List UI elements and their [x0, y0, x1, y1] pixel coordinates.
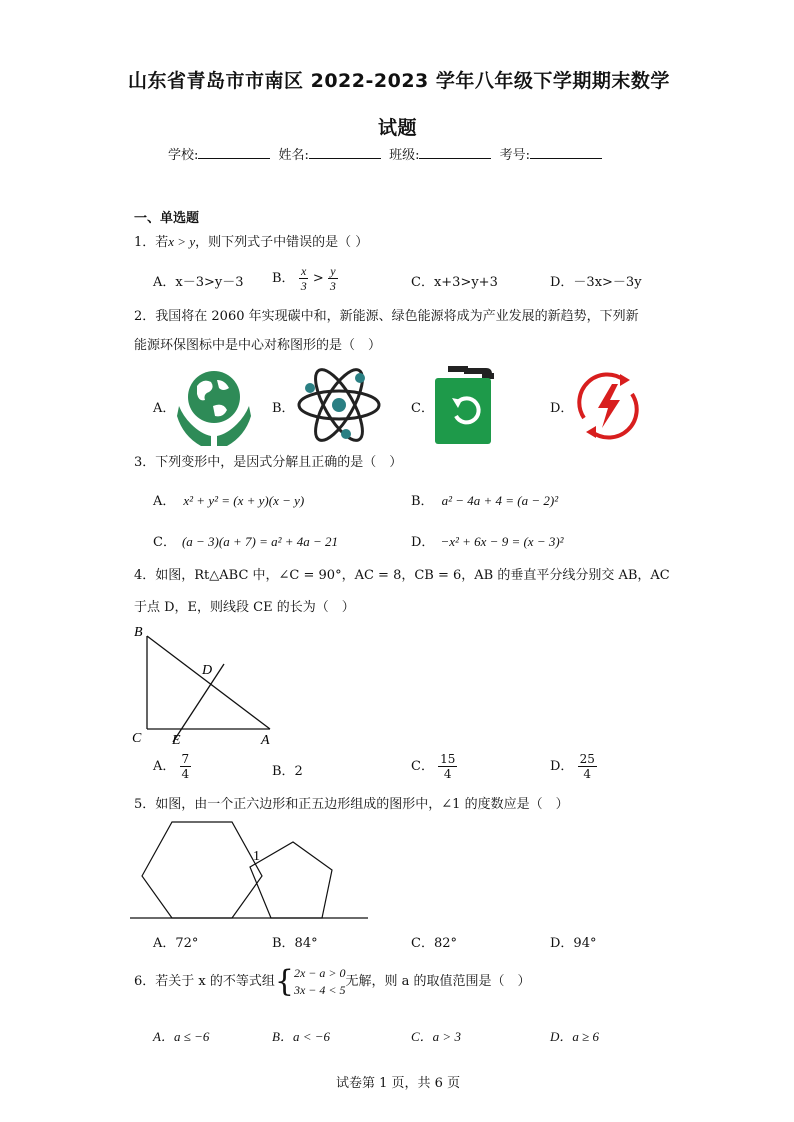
q6-suffix: 无解，则 a 的取值范围是（ ） — [345, 974, 531, 989]
side-ab — [147, 636, 270, 729]
q3-option-b-label: B． — [411, 494, 434, 509]
q5-option-d[interactable]: D．94° — [550, 936, 597, 951]
q1-option-d[interactable]: D．－3x>－3y — [550, 275, 642, 290]
inequality-2: 3x − 4 < 5 — [293, 983, 346, 997]
question-4-line1: 4．如图，Rt△ABC 中，∠C = 90°，AC = 8，CB = 6，AB 的垂直平分线分别交 AB，AC — [134, 568, 670, 583]
regular-hexagon — [142, 822, 262, 918]
question-4-line2: 于点 D，E，则线段 CE 的长为（ ） — [134, 600, 355, 615]
q4-option-a-fraction: $\frac{7}{4}$ — [181, 752, 190, 781]
q4-option-c-fraction: $\frac{15}{4}$ — [440, 752, 456, 781]
question-3-stem: 3．下列变形中，是因式分解且正确的是（ ） — [134, 455, 403, 470]
q6-option-a[interactable]: A．a ≤ −6 — [153, 1029, 210, 1044]
q5-option-b[interactable]: B．84° — [272, 936, 318, 951]
q1-b-gt: > — [312, 271, 324, 286]
q3-option-a-expr: x² + y² = (x + y)(x − y) — [183, 493, 305, 508]
recycle-globe-hands-icon — [175, 366, 253, 446]
label-a: A — [261, 733, 270, 748]
exam-number-label: 考号: — [499, 148, 530, 163]
green-fuel-can-icon — [434, 364, 496, 446]
q6-option-b[interactable]: B．a < −6 — [272, 1029, 330, 1044]
atom-icon — [296, 362, 382, 448]
q2-option-d-label[interactable]: D． — [550, 401, 574, 416]
exam-number-blank[interactable] — [530, 146, 602, 159]
q6-prefix: 6．若关于 x 的不等式组 — [134, 974, 275, 989]
regular-pentagon — [250, 842, 332, 918]
q1-option-b-label: B． — [272, 271, 295, 286]
page-footer: 试卷第 1 页，共 6 页 — [336, 1076, 461, 1091]
q3-option-d-label: D． — [411, 535, 435, 550]
q3-option-a-label: A． — [153, 494, 176, 509]
question-2-line2: 能源环保图标中是中心对称图形的是（ ） — [134, 338, 382, 353]
q4-option-d-label: D． — [550, 759, 574, 774]
q4-option-d-fraction: $\frac{25}{4}$ — [579, 752, 595, 781]
class-label: 班级: — [389, 148, 420, 163]
hexagon-pentagon-figure — [130, 818, 372, 924]
q3-option-d[interactable] — [411, 531, 564, 550]
q1-condition: x > y — [168, 234, 196, 249]
q3-option-c-label: C． — [153, 535, 176, 550]
lightning-refresh-icon — [572, 370, 644, 442]
class-blank[interactable] — [419, 146, 491, 159]
inequality-1: 2x − a > 0 — [293, 966, 346, 980]
q4-option-b[interactable]: B．2 — [272, 764, 303, 779]
name-label: 姓名: — [278, 148, 309, 163]
triangle-abc-figure — [130, 624, 280, 750]
angle-1-label: 1 — [253, 849, 260, 864]
q3-option-b-expr: a² − 4a + 4 = (a − 2)² — [441, 493, 559, 508]
q5-option-c[interactable]: C．82° — [411, 936, 457, 951]
q1-option-c[interactable]: C．x+3>y+3 — [411, 275, 498, 290]
school-label: 学校: — [168, 148, 199, 163]
student-info-fields — [168, 146, 606, 165]
q3-option-d-expr: −x² + 6x − 9 = (x − 3)² — [440, 534, 564, 549]
question-5-stem: 5．如图，由一个正六边形和正五边形组成的图形中，∠1 的度数应是（ ） — [134, 797, 569, 812]
question-2-line1: 2．我国将在 2060 年实现碳中和，新能源、绿色能源将成为产业发展的新趋势，下列新 — [134, 309, 639, 324]
q6-option-d[interactable]: D．a ≥ 6 — [550, 1029, 600, 1044]
q4-option-c[interactable] — [411, 752, 457, 781]
q4-option-a-label: A． — [153, 759, 176, 774]
q3-option-a[interactable] — [153, 490, 304, 509]
q1-b-fraction-1: $\frac{x}{3}$ — [300, 264, 307, 293]
page-title-line2: 试题 — [378, 117, 418, 139]
q6-option-c[interactable]: C．a > 3 — [411, 1029, 461, 1044]
q5-option-a[interactable]: A．72° — [153, 936, 199, 951]
name-blank[interactable] — [309, 146, 381, 159]
q2-option-a-label[interactable]: A． — [153, 401, 176, 416]
page-title-line1: 山东省青岛市市南区 2022-2023 学年八年级下学期期末数学 — [128, 70, 670, 92]
inequality-system — [294, 965, 346, 999]
q3-option-c-expr: (a − 3)(a + 7) = a² + 4a − 21 — [181, 534, 339, 549]
label-c: C — [132, 731, 142, 746]
q1-option-a[interactable]: A．x－3>y－3 — [153, 275, 244, 290]
q4-option-c-label: C． — [411, 759, 434, 774]
q4-option-a[interactable] — [153, 752, 191, 781]
question-6-stem — [134, 965, 531, 999]
system-brace: { — [274, 964, 294, 999]
q1-number: 1．若 — [134, 235, 169, 250]
q3-option-c[interactable] — [153, 531, 338, 550]
q2-option-b-label[interactable]: B． — [272, 401, 295, 416]
q1-option-b[interactable] — [272, 264, 338, 293]
label-e: E — [172, 733, 181, 748]
question-1-stem — [134, 233, 368, 252]
q3-option-b[interactable] — [411, 490, 558, 509]
section-heading: 一、单选题 — [134, 211, 200, 226]
q1-rest: ，则下列式子中错误的是（ ） — [195, 235, 369, 250]
q1-b-fraction-2: $\frac{y}{3}$ — [329, 264, 336, 293]
q2-option-c-label[interactable]: C． — [411, 401, 434, 416]
label-d: D — [202, 663, 213, 678]
label-b: B — [134, 625, 143, 640]
q4-option-d[interactable] — [550, 752, 597, 781]
school-blank[interactable] — [198, 146, 270, 159]
